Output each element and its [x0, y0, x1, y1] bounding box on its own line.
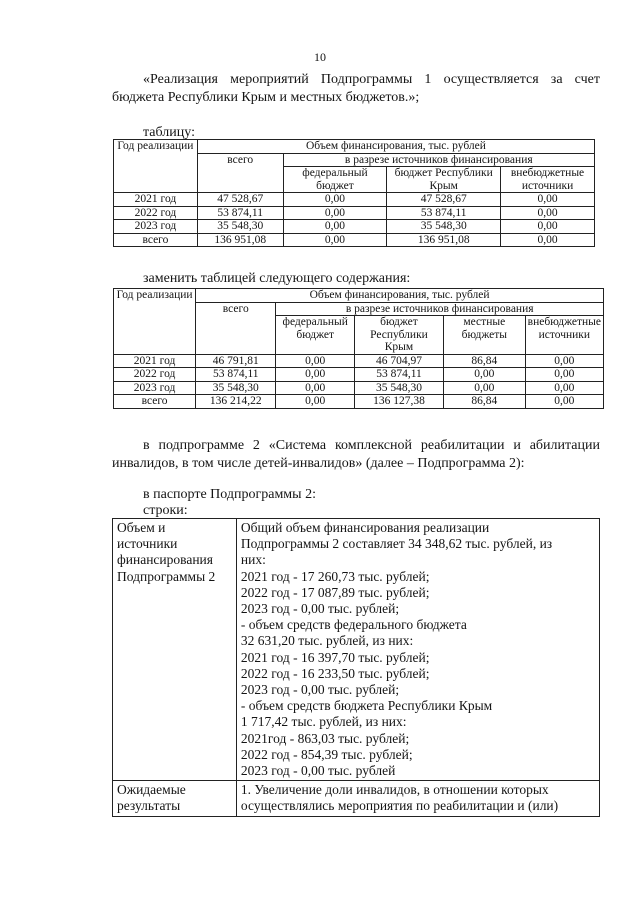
- table-row: [114, 220, 595, 234]
- cell-federal: 0,00: [276, 381, 355, 395]
- cell-extra: 0,00: [501, 220, 595, 234]
- cell-federal: 0,00: [283, 206, 387, 220]
- header-extra: внебюджетные источники: [501, 167, 595, 193]
- table-row: [114, 354, 604, 368]
- table-row: [114, 381, 604, 395]
- header-total: всего: [196, 302, 276, 354]
- header-year: Год реализации: [114, 140, 198, 193]
- passport-lead: в паспорте Подпрограммы 2:: [143, 487, 316, 502]
- cell-republic: 46 704,97: [355, 354, 444, 368]
- cell-republic: 136 127,38: [355, 395, 444, 409]
- content-results: 1. Увеличение доли инвалидов, в отношении которых осуществлялись мероприятия по реабилитации и (или): [236, 781, 599, 816]
- header-volume: Объем финансирования, тыс. рублей: [197, 140, 594, 154]
- cell-extra: 0,00: [525, 354, 603, 368]
- cell-extra: 0,00: [501, 193, 595, 207]
- label-results: Ожидаемые результаты: [113, 781, 237, 816]
- cell-year: 2021 год: [114, 193, 198, 207]
- header-volume: Объем финансирования, тыс. рублей: [196, 289, 604, 303]
- table1-lead: таблицу:: [143, 125, 195, 140]
- cell-year: всего: [114, 395, 196, 409]
- header-extra: внебюджетные источники: [525, 316, 603, 355]
- cell-local: 0,00: [443, 381, 525, 395]
- cell-republic: 35 548,30: [387, 220, 501, 234]
- table-row: [114, 233, 595, 247]
- cell-republic: 136 951,08: [387, 233, 501, 247]
- cell-extra: 0,00: [501, 233, 595, 247]
- table-row: [113, 781, 600, 816]
- cell-extra: 0,00: [525, 381, 603, 395]
- label-financing: Объем и источники финансирования Подпрограммы 2: [113, 519, 237, 781]
- cell-year: 2022 год: [114, 368, 196, 382]
- cell-year: всего: [114, 233, 198, 247]
- table2-lead: заменить таблицей следующего содержания:: [143, 271, 411, 286]
- cell-federal: 0,00: [276, 354, 355, 368]
- cell-total: 53 874,11: [196, 368, 276, 382]
- page-number: 10: [314, 50, 326, 64]
- header-federal: федеральный бюджет: [283, 167, 387, 193]
- table-row: [113, 519, 600, 781]
- intro-line-1: «Реализация мероприятий Подпрограммы 1 осуществляется за счет: [143, 72, 600, 87]
- header-federal: федеральный бюджет: [276, 316, 355, 355]
- cell-local: 0,00: [443, 368, 525, 382]
- cell-republic: 53 874,11: [387, 206, 501, 220]
- cell-total: 136 951,08: [197, 233, 283, 247]
- table-row: [114, 395, 604, 409]
- cell-local: 86,84: [443, 395, 525, 409]
- content-financing: Общий объем финансирования реализации Подпрограммы 2 составляет 34 348,62 тыс. рублей, из них: 2021 год - 17 260,73 тыс. рублей; 2022 год - 17 087,89 тыс. рублей; 2023 год - 0,00 тыс. рублей; - объем средств федерального бюджета 32 631,20 тыс. рублей, из них: 2021 год - 16 397,70 тыс. рублей; 2022 год - 16 233,50 тыс. рублей; 2023 год - 0,00 тыс. рублей; - объем средств бюджета Республики Крым 1 717,42 тыс. рублей, из них: 2021год - 863,03 тыс. рублей; 2022 год - 854,39 тыс. рублей; 2023 год - 0,00 тыс. рублей: [236, 519, 599, 781]
- table-row: [114, 193, 595, 207]
- header-by-source: в разрезе источников финансирования: [283, 153, 594, 167]
- cell-federal: 0,00: [283, 220, 387, 234]
- subprogram2-line-2: инвалидов, в том числе детей-инвалидов» (далее – Подпрограмма 2):: [112, 456, 525, 471]
- intro-line-2: бюджета Республики Крым и местных бюджетов.»;: [112, 90, 420, 105]
- cell-extra: 0,00: [501, 206, 595, 220]
- table-new: [113, 288, 604, 409]
- cell-extra: 0,00: [525, 368, 603, 382]
- header-republic: бюджет Республики Крым: [355, 316, 444, 355]
- passport-table: [112, 518, 600, 817]
- cell-year: 2021 год: [114, 354, 196, 368]
- cell-total: 53 874,11: [197, 206, 283, 220]
- header-total: всего: [197, 153, 283, 193]
- rows-lead: строки:: [143, 503, 188, 518]
- cell-federal: 0,00: [276, 395, 355, 409]
- table-old: [113, 139, 595, 247]
- cell-year: 2023 год: [114, 381, 196, 395]
- cell-total: 46 791,81: [196, 354, 276, 368]
- cell-total: 47 528,67: [197, 193, 283, 207]
- cell-federal: 0,00: [283, 193, 387, 207]
- cell-republic: 47 528,67: [387, 193, 501, 207]
- cell-total: 136 214,22: [196, 395, 276, 409]
- cell-local: 86,84: [443, 354, 525, 368]
- header-year: Год реализации: [114, 289, 196, 355]
- header-republic: бюджет Республики Крым: [387, 167, 501, 193]
- table-row: [114, 368, 604, 382]
- cell-year: 2023 год: [114, 220, 198, 234]
- cell-federal: 0,00: [283, 233, 387, 247]
- cell-total: 35 548,30: [197, 220, 283, 234]
- header-by-source: в разрезе источников финансирования: [276, 302, 604, 316]
- cell-republic: 35 548,30: [355, 381, 444, 395]
- subprogram2-line-1: в подпрограмме 2 «Система комплексной реабилитации и абилитации: [143, 438, 600, 453]
- cell-republic: 53 874,11: [355, 368, 444, 382]
- cell-year: 2022 год: [114, 206, 198, 220]
- header-local: местные бюджеты: [443, 316, 525, 355]
- cell-extra: 0,00: [525, 395, 603, 409]
- cell-federal: 0,00: [276, 368, 355, 382]
- table-row: [114, 206, 595, 220]
- cell-total: 35 548,30: [196, 381, 276, 395]
